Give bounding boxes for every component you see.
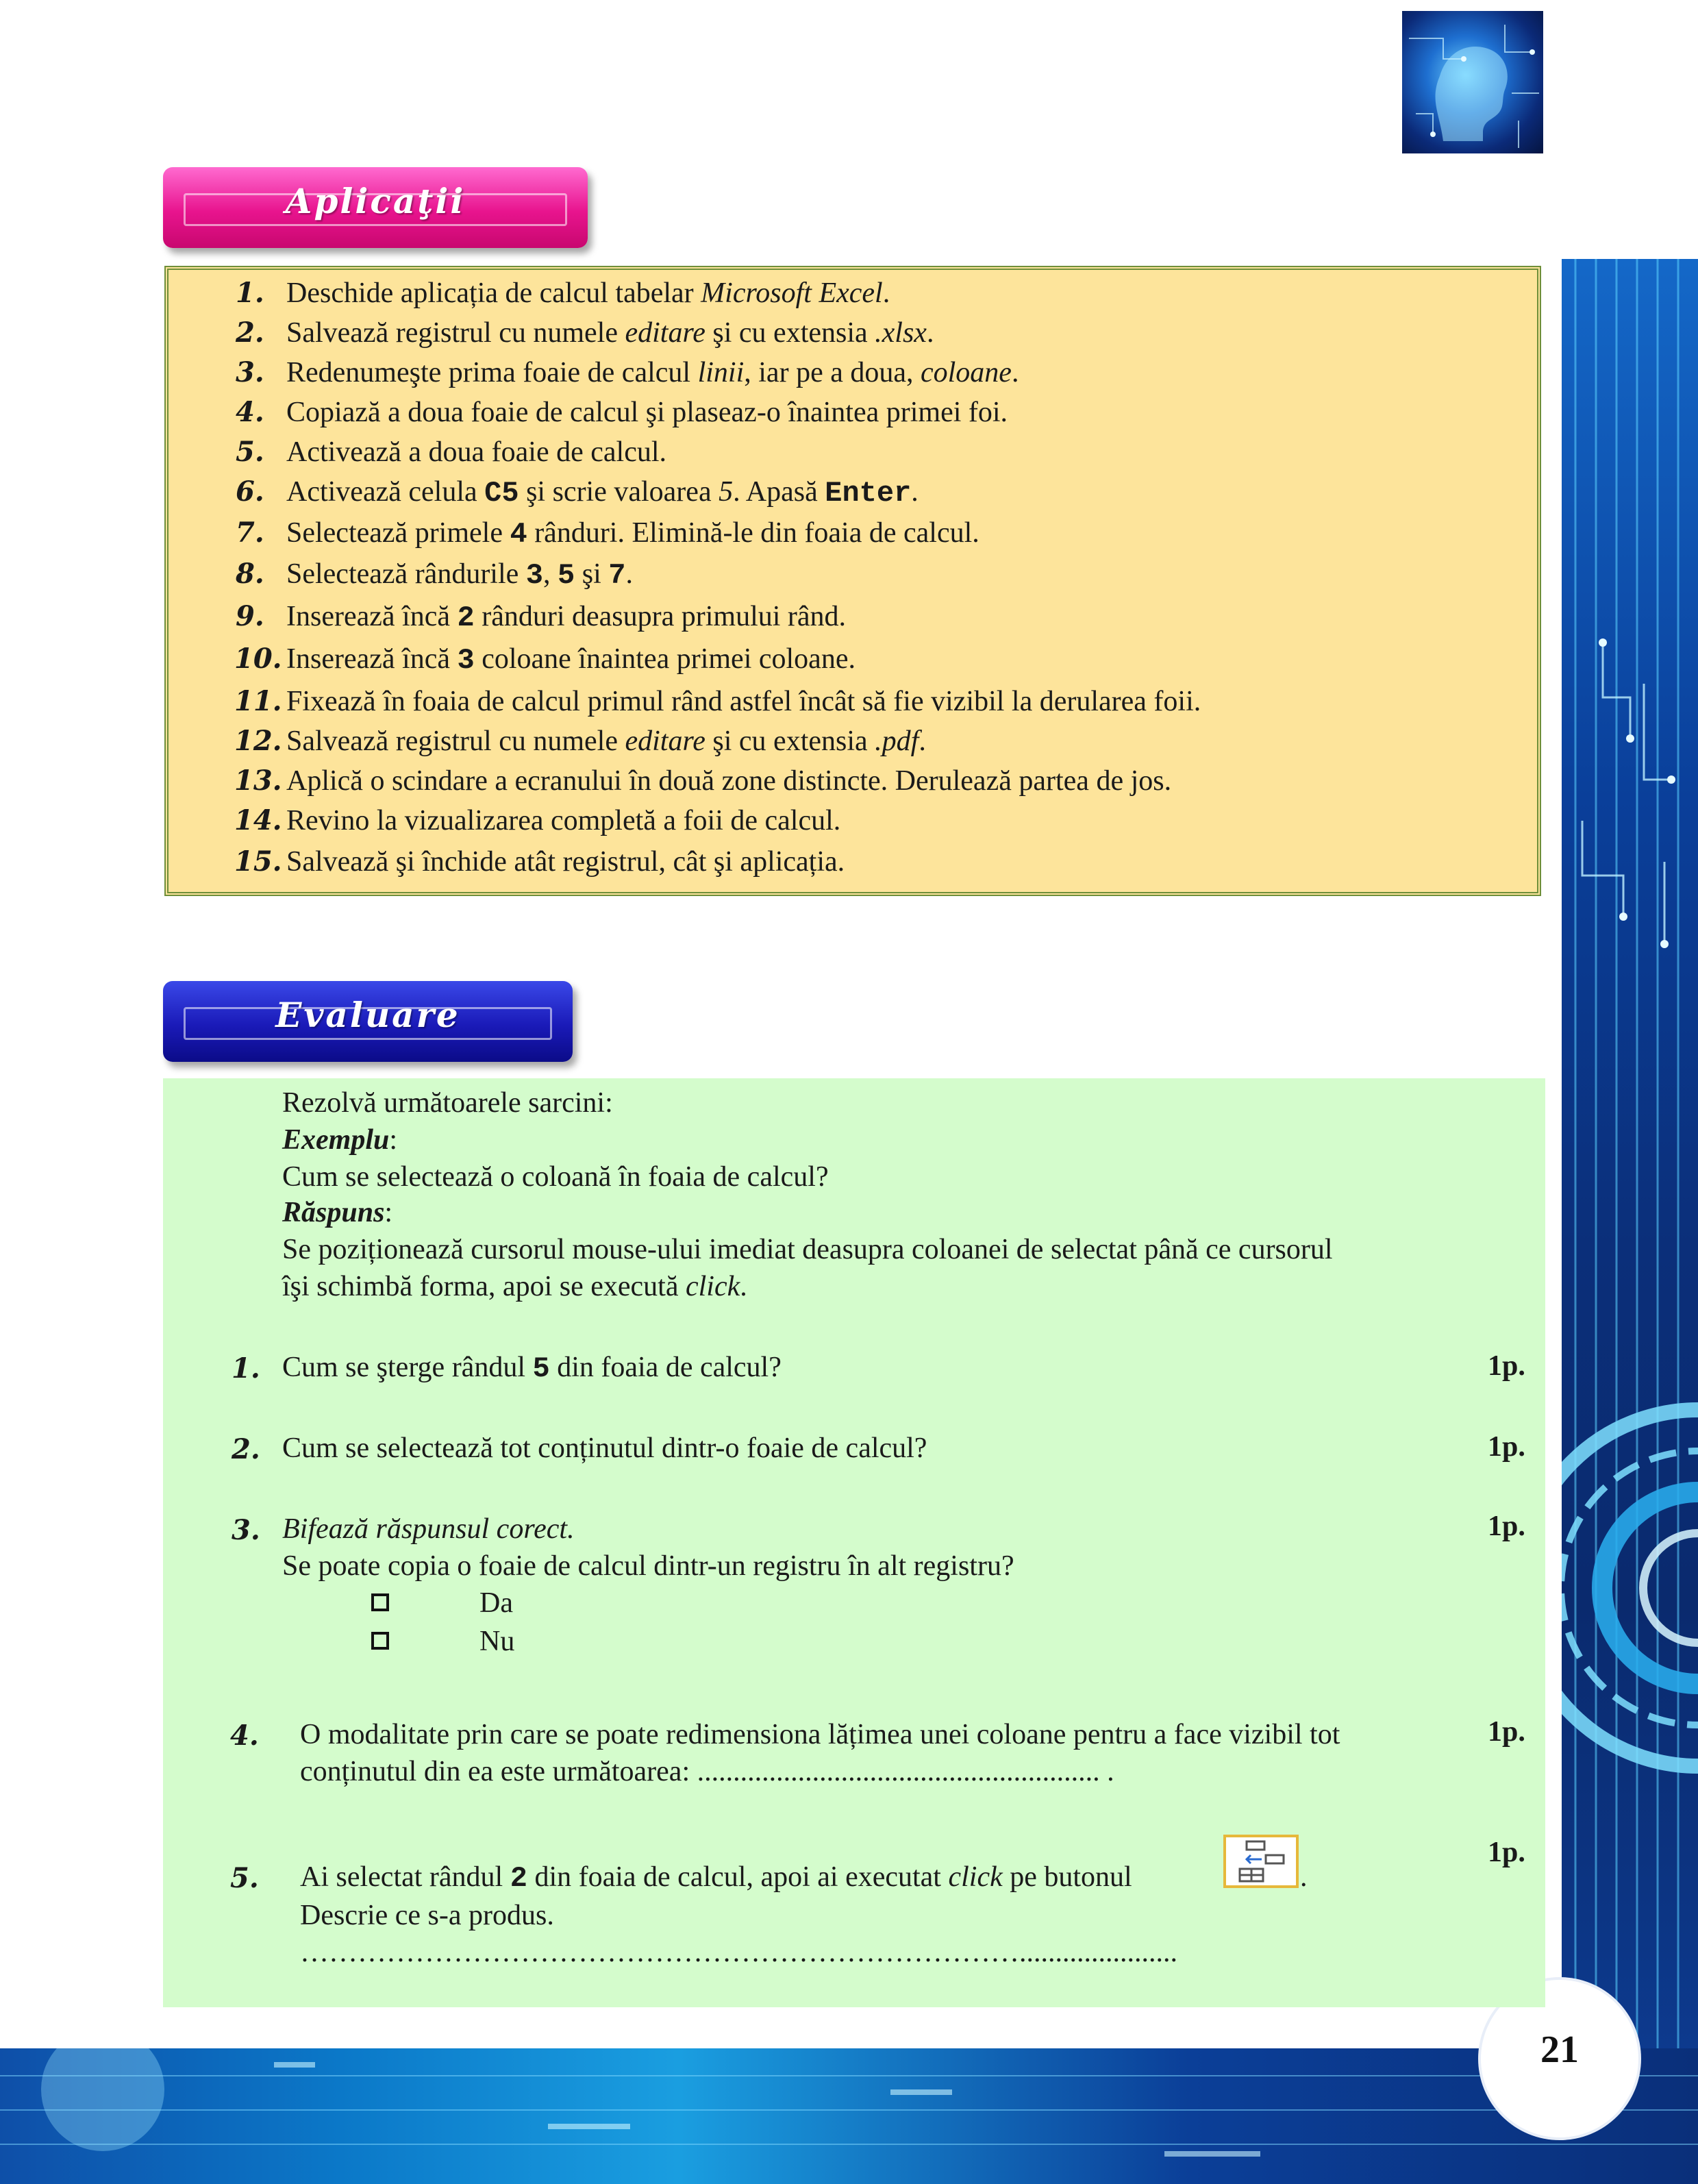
question-points: 1p. — [1488, 1511, 1525, 1542]
question-number: 4. — [230, 1720, 259, 1752]
question-points: 1p. — [1488, 1431, 1525, 1463]
question-number: 1. — [232, 1352, 260, 1385]
question-number: 2. — [232, 1433, 260, 1465]
question-2-text: Cum se selectează tot conținutul dintr-o foaie de calcul? — [282, 1432, 927, 1464]
answer-text-line2: îşi schimbă forma, apoi se execută click. — [282, 1271, 747, 1302]
answer-label: Răspuns: — [282, 1197, 393, 1228]
checkbox-nu[interactable] — [371, 1632, 389, 1650]
question-5-line2: Descrie ce s-a produs. — [300, 1900, 554, 1931]
evaluation-intro: Rezolvă următoarele sarcini: — [282, 1087, 613, 1119]
question-points: 1p. — [1488, 1837, 1525, 1868]
header-decorative-image — [1402, 11, 1543, 153]
example-question: Cum se selectează o coloană în foaia de calcul? — [282, 1161, 829, 1193]
bottom-decorative-strip — [0, 2048, 1698, 2184]
question-5-line1: Ai selectat rândul 2 din foaia de calcul, apoi ai executat click pe butonul — [300, 1861, 1132, 1895]
section-banner-evaluare — [163, 981, 573, 1062]
checkbox-da[interactable] — [371, 1593, 389, 1611]
question-1-text: Cum se şterge rândul 5 din foaia de calcul? — [282, 1352, 782, 1385]
insert-rows-toolbar-icon — [1223, 1835, 1299, 1888]
question-points: 1p. — [1488, 1350, 1525, 1382]
question-4-line1: O modalitate prin care se poate redimensiona lățimea unei coloane pentru a face vizibil tot — [300, 1719, 1340, 1750]
answer-text-line1: Se poziționează cursorul mouse-ului imediat deasupra coloanei de selectat până ce cursorul — [282, 1234, 1333, 1265]
example-label: Exemplu: — [282, 1124, 398, 1156]
right-decorative-strip — [1562, 259, 1698, 2054]
question-number: 3. — [232, 1514, 260, 1546]
question-number: 5. — [230, 1862, 259, 1894]
tasks-box: 1. Deschide aplicația de calcul tabelar Microsoft Excel. 2. Salvează registrul cu numele editare şi cu extensia .xlsx. 3. Redenumeşte prima foaie de calcul linii, iar pe a doua, coloane. 4. Copiază a doua foaie de calcul şi plaseaz-o înaintea primei foi. 5. Activează a doua foaie de calcul. 6. Activează celula C5 şi scrie valoarea 5. Apasă Enter. 7. Selectează primele 4 rânduri. Elimină-le din foaia de calcul. 8. Selectează rândurile 3, 5 şi 7. 9. Inserează încă 2 rânduri deasupra primului rând. 10. Inserează încă 3 coloane înaintea primei coloane. 11. Fixează în foaia de calcul primul rând astfel încât să fie vizibil la derularea foii. 12. Salvează registrul cu numele editare şi cu extensia .pdf. 13. Aplică o scindare a ecranului în două zone distincte. Derulează partea de jos. 14. Revino la vizualizarea completă a foii de calcul. 15. Salvează şi închide atât registrul, cât şi aplicația. — [164, 266, 1541, 896]
section-title-evaluare: Evaluare — [275, 995, 460, 1035]
question-points: 1p. — [1488, 1716, 1525, 1748]
question-3-instruction: Bifează răspunsul corect. — [282, 1513, 575, 1545]
page-number: 21 — [1540, 2028, 1579, 2071]
question-4-line2: conținutul din ea este următoarea: ........................................................ . — [300, 1756, 1114, 1787]
section-title-aplicatii: Aplicaţii — [285, 181, 466, 221]
question-3-text: Se poate copia o foaie de calcul dintr-un registru în alt registru? — [282, 1550, 1014, 1582]
question-5-answer-dots: …………………………………………………………………...................... — [300, 1937, 1177, 1968]
question-5-period: . — [1300, 1861, 1308, 1893]
option-da-label: Da — [479, 1587, 513, 1619]
section-banner-aplicatii — [163, 167, 588, 248]
option-nu-label: Nu — [479, 1626, 515, 1657]
